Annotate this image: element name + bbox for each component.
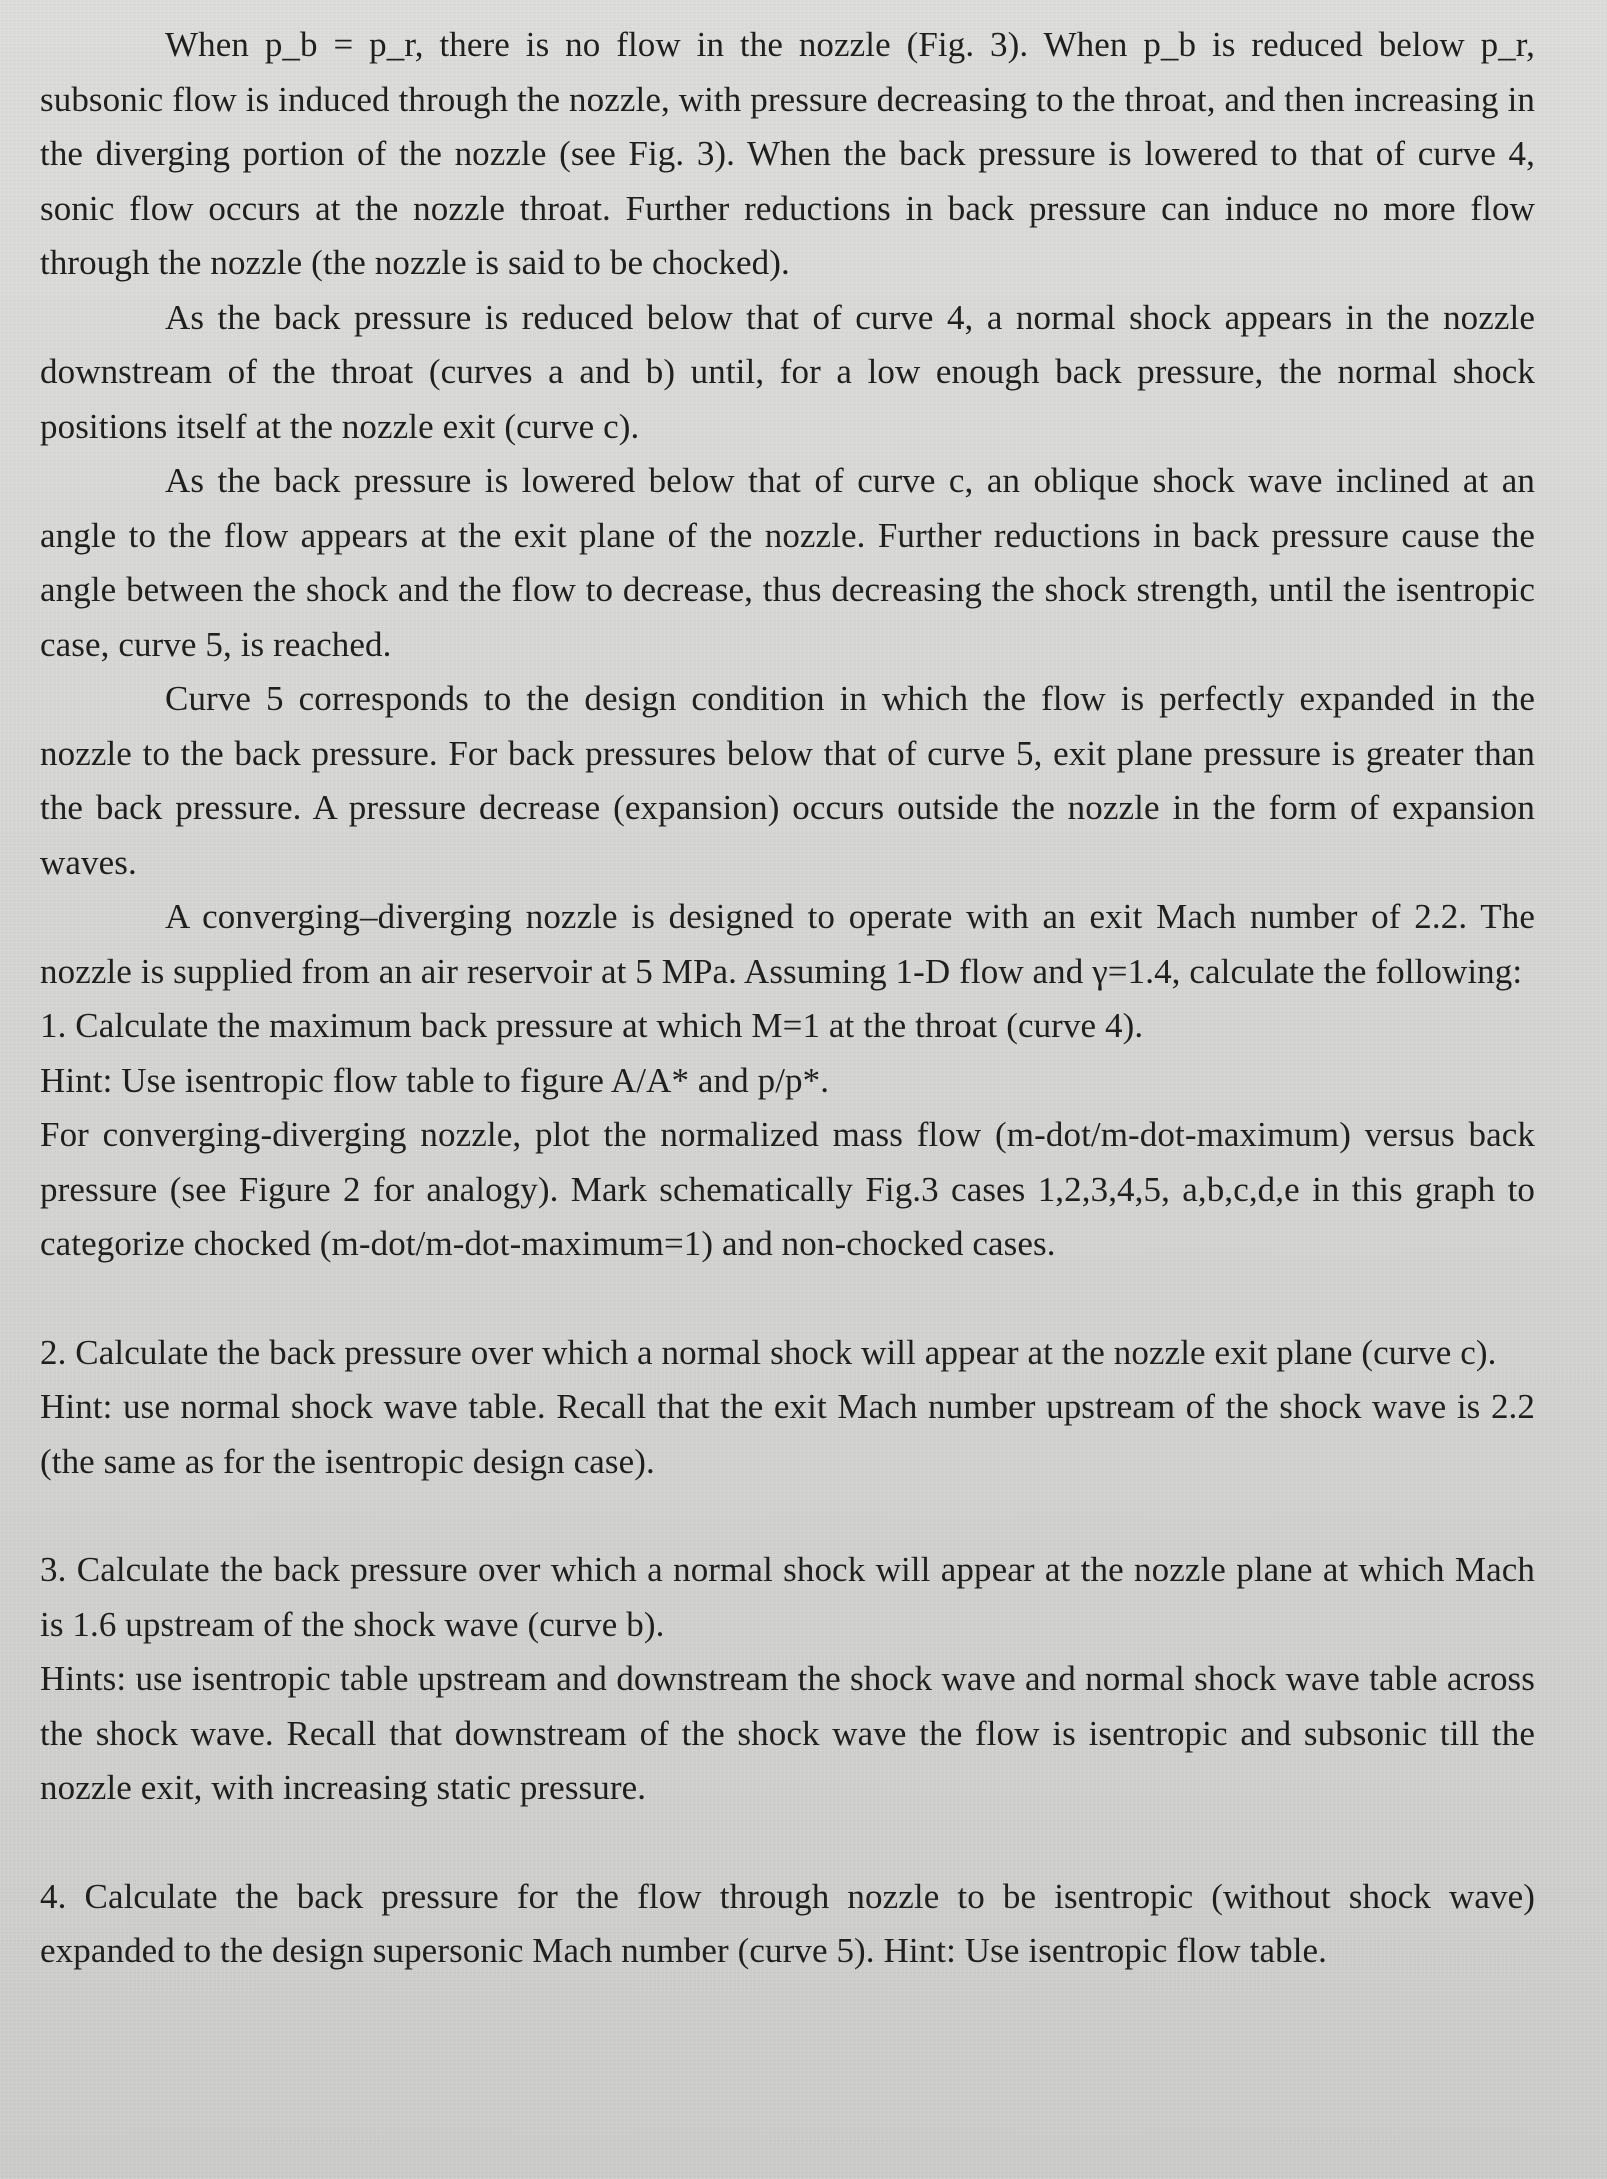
spacer [40, 1816, 1535, 1870]
question-2-hint: Hint: use normal shock wave table. Recall that the exit Mach number upstream of the shock wave is 2.2 (the same as for the isentropic design case). [40, 1387, 1535, 1481]
question-1-plot-task: For converging-diverging nozzle, plot the normalized mass flow (m-dot/m-dot-maximum) versus back pressure (see Figure 2 for analogy). Mark schematically Fig.3 cases 1,2,3,4,5, a,b,c,d,e in this graph to categorize chocked (m-dot/m-dot-maximum=1) and non-chocked cases. [40, 1115, 1535, 1263]
question-4-prompt: 4. Calculate the back pressure for the flow through nozzle to be isentropic (without shock wave) expanded to the design supersonic Mach number (curve 5). Hint: Use isentropic flow table. [40, 1876, 1535, 1970]
spacer [40, 1272, 1535, 1326]
paragraph-oblique-shock: As the back pressure is lowered below that of curve c, an oblique shock wave inclined at an angle to the flow appears at the exit plane of the nozzle. Further reductions in back pressure cause the angle between the shock and the flow to decrease, thus decreasing the shock strength, until the isentropic case, curve 5, is reached. [40, 461, 1535, 664]
question-3-prompt: 3. Calculate the back pressure over which a normal shock will appear at the nozzle plane at which Mach is 1.6 upstream of the shock wave (curve b). [40, 1550, 1535, 1644]
question-2 [40, 1326, 1535, 1490]
question-1 [40, 999, 1535, 1272]
question-3 [40, 1543, 1535, 1816]
paragraph-problem-statement: A converging–diverging nozzle is designed to operate with an exit Mach number of 2.2. The nozzle is supplied from an air reservoir at 5 MPa. Assuming 1-D flow and γ=1.4, calculate the following: [40, 897, 1535, 991]
question-1-prompt: 1. Calculate the maximum back pressure at which M=1 at the throat (curve 4). [40, 1006, 1144, 1045]
spacer [40, 1489, 1535, 1543]
paragraph-design-condition: Curve 5 corresponds to the design condition in which the flow is perfectly expanded in the nozzle to the back pressure. For back pressures below that of curve 5, exit plane pressure is greater than the back pressure. A pressure decrease (expansion) occurs outside the nozzle in the form of expansion waves. [40, 679, 1535, 882]
question-2-prompt: 2. Calculate the back pressure over which a normal shock will appear at the nozzle exit plane (curve c). [40, 1332, 1497, 1372]
paragraph-normal-shock: As the back pressure is reduced below that of curve 4, a normal shock appears in the nozzle downstream of the throat (curves a and b) until, for a low enough back pressure, the normal shock positions itself at the nozzle exit (curve c). [40, 297, 1535, 446]
paragraph-flow-regimes: When p_b = p_r, there is no flow in the nozzle (Fig. 3). When p_b is reduced below p_r, subsonic flow is induced through the nozzle, with pressure decreasing to the throat, and then increasing in the diverging portion of the nozzle (see Fig. 3). When the back pressure is lowered to that of curve 4, sonic flow occurs at the nozzle throat. Further reductions in back pressure can induce no more flow through the nozzle (the nozzle is said to be chocked). [40, 25, 1535, 282]
question-1-hint: Hint: Use isentropic flow table to figure A/A* and p/p*. [40, 1060, 830, 1100]
question-3-hint: Hints: use isentropic table upstream and downstream the shock wave and normal shock wave table across the shock wave. Recall that downstream of the shock wave the flow is isentropic and subsonic till the nozzle exit, with increasing static pressure. [40, 1659, 1535, 1807]
question-4 [40, 1870, 1535, 1979]
